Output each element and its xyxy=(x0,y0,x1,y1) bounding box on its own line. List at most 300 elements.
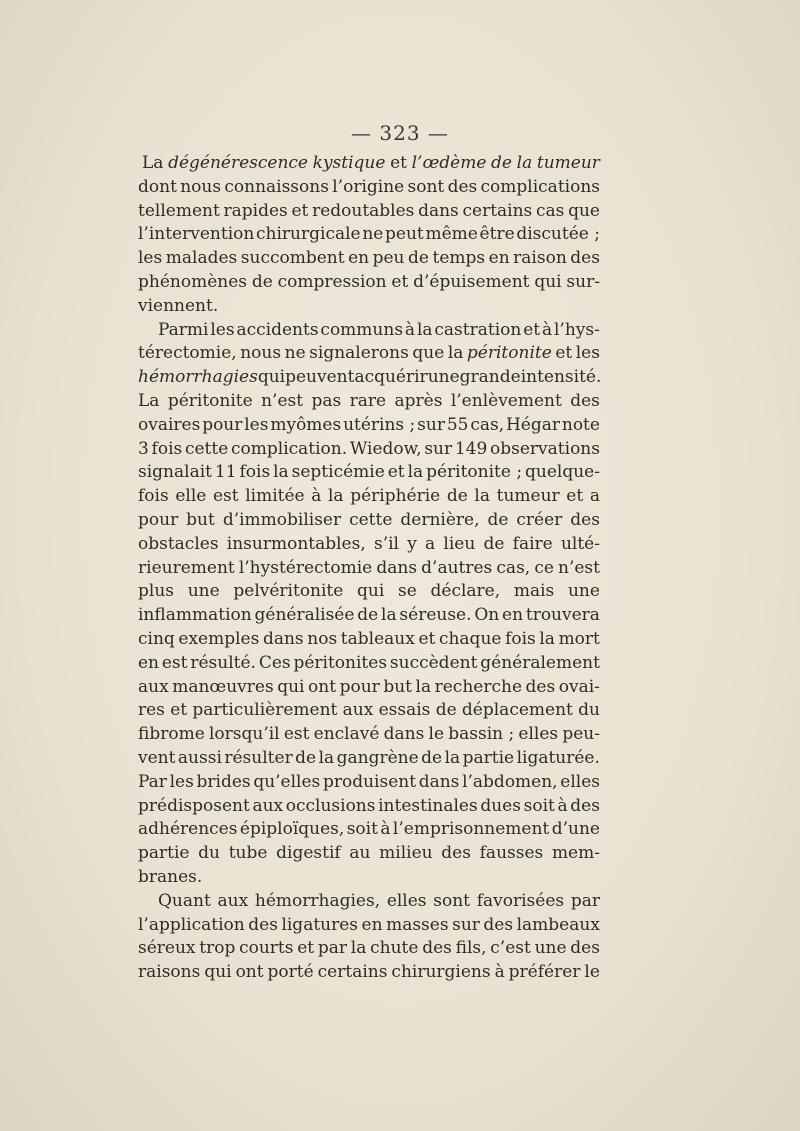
word: n’est xyxy=(261,390,304,411)
word: en xyxy=(488,248,510,269)
word: lorsqu’il xyxy=(208,724,280,745)
word: et xyxy=(297,938,315,959)
word: aux xyxy=(252,795,284,816)
word: fois xyxy=(138,486,169,507)
text-line xyxy=(138,509,600,533)
text-line xyxy=(138,890,600,914)
word: est xyxy=(283,724,310,745)
italic-word: la xyxy=(516,153,533,173)
word: à xyxy=(494,962,505,983)
word: de xyxy=(483,533,505,554)
word: la xyxy=(407,462,424,483)
text-line xyxy=(138,771,600,795)
word: du xyxy=(198,843,221,864)
word: intensité. xyxy=(520,367,602,388)
text-line xyxy=(138,723,600,747)
word: 11 xyxy=(214,462,237,483)
word: pour xyxy=(138,509,179,530)
page-number: — 323 — xyxy=(351,121,449,145)
word: une xyxy=(187,581,220,602)
word: des xyxy=(570,248,600,269)
word: la xyxy=(318,747,335,768)
word: de xyxy=(487,509,509,530)
word: aux xyxy=(138,676,169,697)
text-line xyxy=(138,366,600,390)
word: une xyxy=(567,581,600,602)
word: d’une xyxy=(551,819,600,840)
word: cas, xyxy=(470,414,505,435)
word: ont xyxy=(235,962,264,983)
word: peu- xyxy=(562,724,600,745)
word: périphérie xyxy=(350,486,441,507)
word: à xyxy=(541,319,553,340)
word: la xyxy=(474,486,490,507)
word: Parmi xyxy=(158,319,209,340)
word: soit xyxy=(523,795,555,816)
word: septicémie xyxy=(291,462,385,483)
word: cinq xyxy=(138,628,175,649)
word: qui xyxy=(534,271,562,292)
word: signalait xyxy=(138,462,212,483)
word: les xyxy=(575,343,600,364)
text-line xyxy=(138,319,600,343)
word: tube xyxy=(228,843,268,864)
word: dans xyxy=(262,628,304,649)
word: ce xyxy=(534,557,554,578)
word: sur xyxy=(424,438,453,459)
word: certains xyxy=(462,200,533,221)
word: enclavé xyxy=(313,724,380,745)
word: ne xyxy=(362,224,384,245)
text-line xyxy=(138,699,600,723)
word: dans xyxy=(418,771,460,792)
word: ulté- xyxy=(560,533,600,554)
word: et xyxy=(391,271,409,292)
word: séreux xyxy=(138,938,196,959)
word: à xyxy=(311,486,322,507)
word: au xyxy=(349,843,371,864)
text-line xyxy=(138,438,600,462)
word: l’intervention xyxy=(138,224,255,245)
word: à xyxy=(380,819,391,840)
word: et xyxy=(555,343,573,364)
word: qui xyxy=(257,367,286,388)
word: dernière, xyxy=(400,509,480,530)
word: péritonite xyxy=(167,390,253,411)
word: la xyxy=(444,747,461,768)
word: rapides xyxy=(223,200,288,221)
word: des xyxy=(570,390,600,411)
word: favorisées xyxy=(476,890,565,911)
word: particulièrement xyxy=(192,700,338,721)
word: généralisée xyxy=(254,605,355,626)
word: d’épuisement xyxy=(413,271,530,292)
word: obstacles xyxy=(138,533,219,554)
word: les xyxy=(210,319,235,340)
word: fois xyxy=(151,438,183,459)
word: le xyxy=(428,724,445,745)
word: péritonite ; xyxy=(426,462,523,483)
word: trop xyxy=(199,938,236,959)
word: sur- xyxy=(566,271,600,292)
word: viennent. xyxy=(138,295,219,316)
word: n’est xyxy=(558,557,600,578)
word: des xyxy=(483,914,514,935)
word: péritonites xyxy=(293,652,388,673)
word: cas, xyxy=(496,557,531,578)
word: aux xyxy=(217,890,249,911)
word: partie xyxy=(138,843,190,864)
italic-word: l’œdème xyxy=(411,153,487,173)
word: lieu xyxy=(443,533,476,554)
word: se xyxy=(398,581,417,602)
word: chute xyxy=(370,938,419,959)
word: la xyxy=(350,938,367,959)
text-line xyxy=(138,533,600,557)
word: séreuse. xyxy=(399,605,472,626)
word: une xyxy=(427,367,460,388)
word: bassin ; xyxy=(448,724,515,745)
word: à xyxy=(404,319,416,340)
word: La xyxy=(142,153,164,173)
word: de xyxy=(295,747,317,768)
word: la xyxy=(327,486,344,507)
word: et xyxy=(566,486,584,507)
word: dans xyxy=(418,200,459,221)
word: des xyxy=(447,176,478,197)
word: la xyxy=(447,343,464,364)
word: qu’elles xyxy=(253,771,321,792)
word: sont xyxy=(433,890,470,911)
word: manœuvres xyxy=(172,676,274,697)
word: c’est xyxy=(490,938,531,959)
word: complications xyxy=(480,176,600,197)
word: hémorrhagies, xyxy=(254,890,381,911)
word: l’enlèvement xyxy=(450,390,562,411)
word: but xyxy=(186,509,215,530)
word: 55 xyxy=(446,414,469,435)
word: mem- xyxy=(551,843,600,864)
word: mort xyxy=(558,628,600,649)
word: elles xyxy=(386,890,427,911)
word: l’application xyxy=(138,914,245,935)
word: des xyxy=(570,938,600,959)
word: trouvera xyxy=(525,605,600,626)
text-line xyxy=(138,485,600,509)
word: accidents xyxy=(236,319,319,340)
word: gangrène xyxy=(336,747,419,768)
word: rare xyxy=(349,390,387,411)
text-line xyxy=(138,580,600,604)
word: rieurement xyxy=(138,557,235,578)
word: faire xyxy=(512,533,553,554)
word: communs xyxy=(320,319,404,340)
word: l’abdomen, xyxy=(462,771,558,792)
word: lambeaux xyxy=(516,914,600,935)
word: tellement xyxy=(138,200,220,221)
word: peuvent xyxy=(285,367,355,388)
word: l’hys- xyxy=(554,319,600,340)
word: et xyxy=(170,700,188,721)
italic-word: hémorrhagies xyxy=(138,367,258,388)
word: recherche xyxy=(434,676,522,697)
word: s’il xyxy=(373,533,399,554)
word: nous xyxy=(240,343,282,364)
word: nos xyxy=(307,628,338,649)
word: 3 xyxy=(138,438,149,459)
word: elle xyxy=(175,486,207,507)
word: et xyxy=(387,462,405,483)
word: mais xyxy=(513,581,555,602)
word: après xyxy=(394,390,443,411)
word: des xyxy=(525,676,556,697)
word: res xyxy=(138,700,165,721)
text-line xyxy=(138,676,600,700)
word: phénomènes xyxy=(138,271,247,292)
word: pas xyxy=(311,390,342,411)
word: Par xyxy=(138,771,167,792)
text-line xyxy=(138,961,600,985)
word: dues xyxy=(480,795,521,816)
word: à xyxy=(557,795,568,816)
word: raisons xyxy=(138,962,201,983)
word: cas xyxy=(536,200,565,221)
word: chaque xyxy=(438,628,502,649)
word: sur xyxy=(417,414,445,435)
word: la xyxy=(273,462,289,483)
word: et xyxy=(390,153,407,173)
word: qui xyxy=(277,676,305,697)
word: exemples xyxy=(178,628,260,649)
word: en xyxy=(361,914,383,935)
word: tumeur xyxy=(496,486,560,507)
word: et xyxy=(291,200,309,221)
word: et xyxy=(523,319,541,340)
text-line xyxy=(138,866,600,890)
word: essais xyxy=(378,700,431,721)
word: de xyxy=(357,605,379,626)
word: On xyxy=(474,605,500,626)
word: de xyxy=(251,271,273,292)
word: signalerons xyxy=(309,343,409,364)
text-line xyxy=(138,628,600,652)
word: prédisposent xyxy=(138,795,250,816)
word: de xyxy=(435,700,457,721)
word: sont xyxy=(407,176,445,197)
word: térectomie, xyxy=(138,343,237,364)
word: du xyxy=(578,700,600,721)
word: et xyxy=(418,628,436,649)
italic-word: de xyxy=(491,153,512,173)
word: porté xyxy=(267,962,314,983)
text-line xyxy=(138,461,600,485)
word: est xyxy=(161,652,188,673)
word: chirurgiens xyxy=(391,962,491,983)
word: branes. xyxy=(138,866,203,887)
word: succombent xyxy=(240,248,345,269)
body-text xyxy=(138,152,600,985)
word: Hégar xyxy=(505,414,561,435)
word: soit xyxy=(346,819,378,840)
word: en xyxy=(348,248,370,269)
word: observations xyxy=(490,438,600,459)
word: aux xyxy=(342,700,374,721)
text-line xyxy=(138,342,600,366)
word: l’emprisonnement xyxy=(392,819,550,840)
word: occlusions xyxy=(285,795,376,816)
word: fibrome xyxy=(138,724,205,745)
word: adhérences xyxy=(138,819,238,840)
word: intestinales xyxy=(378,795,478,816)
word: que xyxy=(412,343,445,364)
italic-word: dégénérescence xyxy=(168,153,308,173)
word: but xyxy=(383,676,412,697)
word: ovai- xyxy=(558,676,600,697)
word: 149 xyxy=(454,438,488,459)
word: les xyxy=(138,248,163,269)
word: milieu xyxy=(379,843,433,864)
word: sur xyxy=(452,914,480,935)
word: d’immobiliser xyxy=(222,509,342,530)
word: la xyxy=(415,676,432,697)
word: qui xyxy=(357,581,385,602)
word: quelque- xyxy=(525,462,600,483)
word: les xyxy=(244,414,269,435)
word: ovaires xyxy=(138,414,201,435)
word: Ces xyxy=(258,652,291,673)
word: les xyxy=(169,771,194,792)
word: de xyxy=(421,747,443,768)
text-line xyxy=(138,914,600,938)
italic-word: tumeur xyxy=(536,153,600,173)
text-line xyxy=(138,818,600,842)
word: certains xyxy=(317,962,388,983)
word: y xyxy=(407,533,417,554)
word: des xyxy=(248,914,278,935)
text-line xyxy=(138,295,600,319)
word: l’origine xyxy=(332,176,405,197)
text-line xyxy=(138,152,600,176)
word: succèdent xyxy=(389,652,478,673)
word: malades xyxy=(165,248,238,269)
word: acquérir xyxy=(354,367,428,388)
word: par xyxy=(317,938,348,959)
word: compression xyxy=(277,271,387,292)
text-line xyxy=(138,390,600,414)
text-line xyxy=(138,223,600,247)
word: résulté. xyxy=(190,652,256,673)
word: de xyxy=(408,248,429,269)
text-line xyxy=(138,747,600,771)
text-line xyxy=(138,414,600,438)
word: plus xyxy=(138,581,174,602)
text-line xyxy=(138,200,600,224)
word: castration xyxy=(434,319,522,340)
word: déclare, xyxy=(430,581,501,602)
word: cette xyxy=(349,509,393,530)
text-line xyxy=(138,557,600,581)
word: de xyxy=(446,486,468,507)
word: elles xyxy=(518,724,559,745)
word: dans xyxy=(383,724,425,745)
word: chirurgicale xyxy=(256,224,361,245)
word: pour xyxy=(339,676,380,697)
word: inflammation xyxy=(138,605,252,626)
word: produisent xyxy=(322,771,417,792)
word: aussi xyxy=(177,747,222,768)
word: complication. xyxy=(231,438,348,459)
word: vent xyxy=(138,747,176,768)
word: fois xyxy=(505,628,536,649)
text-line xyxy=(138,247,600,271)
word: grande xyxy=(459,367,521,388)
word: la xyxy=(381,605,397,626)
word: limitée xyxy=(245,486,305,507)
italic-word: kystique xyxy=(312,153,386,173)
text-line xyxy=(138,842,600,866)
word: qui xyxy=(204,962,232,983)
word: déplacement xyxy=(461,700,573,721)
word: ont xyxy=(308,676,337,697)
word: en xyxy=(502,605,524,626)
word: l’hystérectomie xyxy=(238,557,373,578)
word: raison xyxy=(513,248,567,269)
word: partie xyxy=(462,747,515,768)
word: utérins ; xyxy=(343,414,416,435)
word: préférer xyxy=(508,962,581,983)
word: elles xyxy=(560,771,600,792)
word: en xyxy=(138,652,160,673)
text-line xyxy=(138,176,600,200)
word: ligaturée. xyxy=(516,747,600,768)
text-line xyxy=(138,604,600,628)
word: a xyxy=(425,533,436,554)
word: La xyxy=(138,390,160,411)
word: des xyxy=(422,938,452,959)
word: le xyxy=(584,962,600,983)
text-line xyxy=(138,937,600,961)
word: fausses xyxy=(479,843,544,864)
word: généralement xyxy=(480,652,600,673)
word: a xyxy=(589,486,600,507)
word: digestif xyxy=(276,843,341,864)
text-line xyxy=(138,271,600,295)
word: note xyxy=(561,414,600,435)
word: fois xyxy=(239,462,271,483)
word: temps xyxy=(432,248,486,269)
word: pour xyxy=(202,414,243,435)
word: ligatures xyxy=(281,914,359,935)
word: être xyxy=(479,224,515,245)
word: que xyxy=(568,200,600,221)
word: redoutables xyxy=(312,200,415,221)
word: des xyxy=(570,509,600,530)
word: tableaux xyxy=(340,628,415,649)
word: la xyxy=(539,628,555,649)
word: créer xyxy=(516,509,563,530)
word: dont xyxy=(138,176,177,197)
word: courts xyxy=(239,938,294,959)
word: une xyxy=(534,938,567,959)
word: peu xyxy=(372,248,405,269)
word: des xyxy=(441,843,471,864)
word: nous xyxy=(180,176,222,197)
word: résulter xyxy=(224,747,293,768)
word: est xyxy=(212,486,239,507)
word: connaissons xyxy=(224,176,329,197)
italic-word: péritonite xyxy=(466,343,552,364)
word: d’autres xyxy=(421,557,493,578)
